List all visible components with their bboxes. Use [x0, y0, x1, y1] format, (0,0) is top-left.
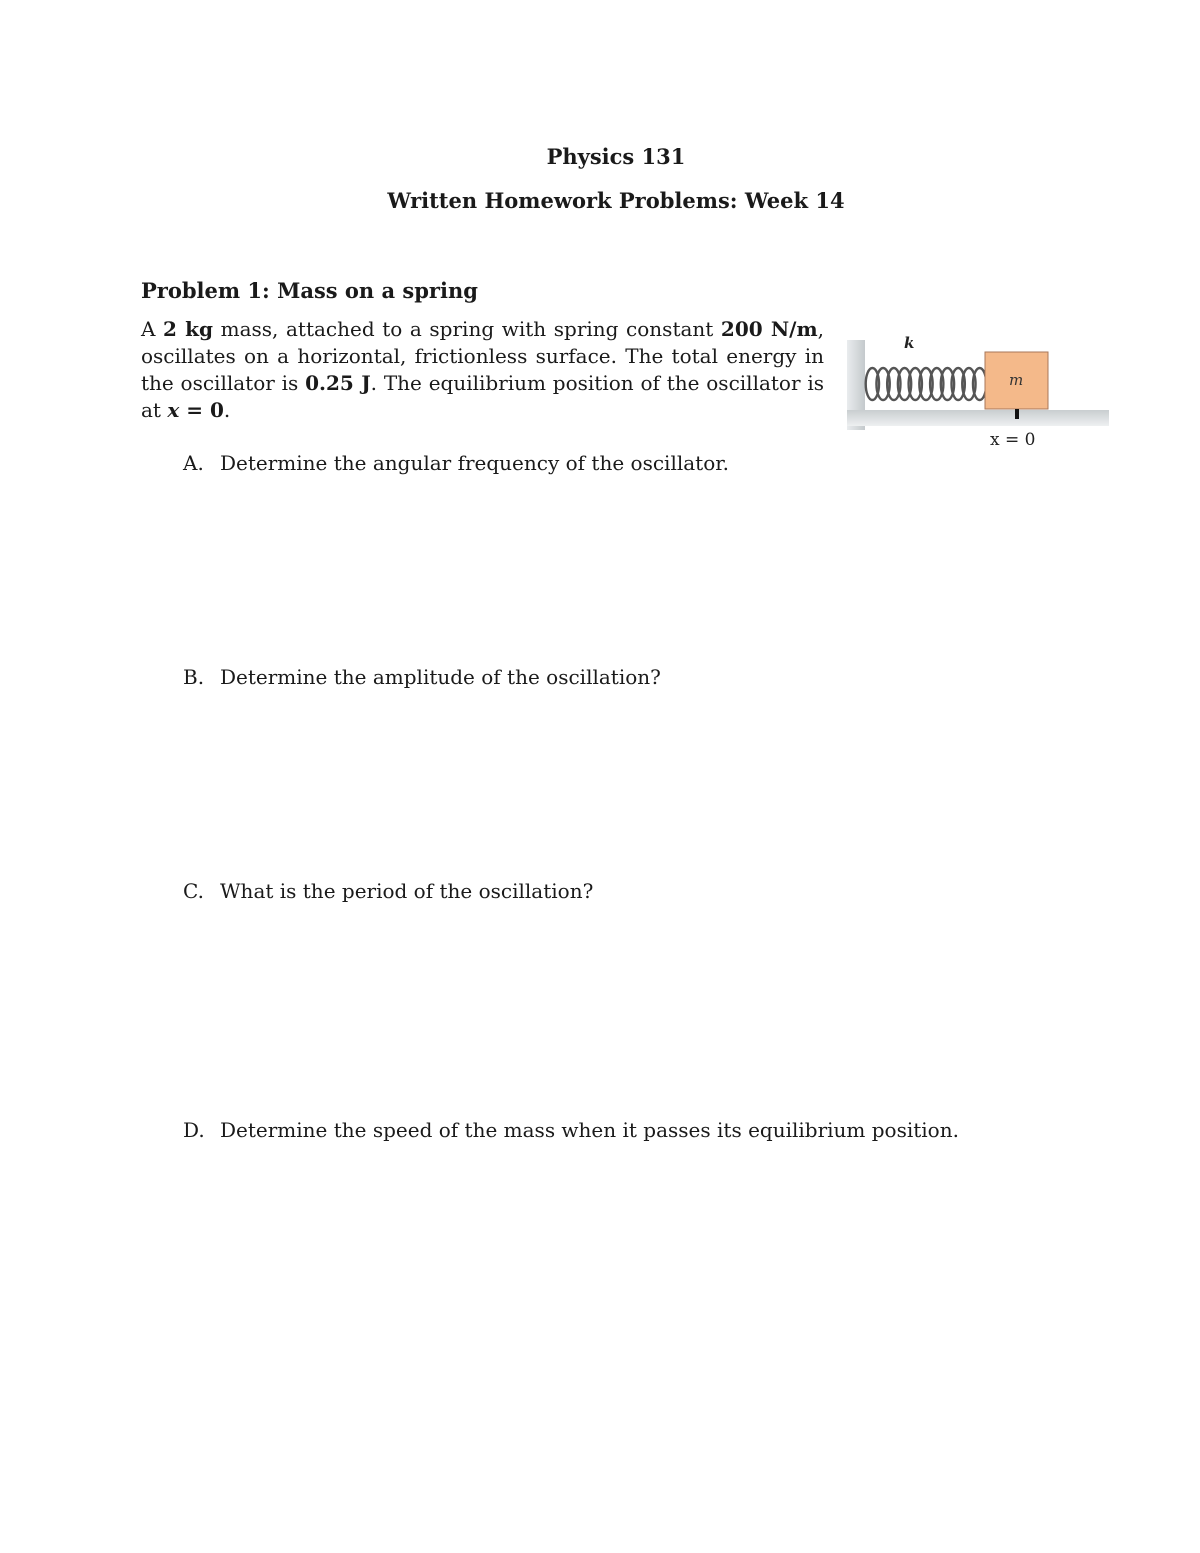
problem-heading: Problem 1: Mass on a spring — [141, 278, 478, 303]
question-a-text: Determine the angular frequency of the oscillator. — [220, 451, 729, 475]
question-b-label: B. — [183, 665, 205, 689]
question-c-text: What is the period of the oscillation? — [220, 879, 594, 903]
energy-value: 0.25 J — [305, 371, 371, 395]
homework-subtitle: Written Homework Problems: Week 14 — [387, 188, 845, 213]
question-b-text: Determine the amplitude of the oscillation? — [220, 665, 661, 689]
question-c-label: C. — [183, 879, 204, 903]
question-a-label: A. — [183, 451, 204, 475]
statement-text-e: . — [223, 398, 231, 422]
spring-coil — [866, 368, 987, 400]
question-a — [183, 451, 729, 475]
statement-text-a: A — [141, 317, 164, 341]
spring-constant-value: 200 N/m — [720, 317, 818, 341]
question-b — [183, 665, 661, 689]
equilibrium-marker — [1015, 409, 1019, 419]
floor — [847, 410, 1109, 426]
problem-statement — [141, 316, 824, 424]
statement-text-c: , oscillates on a horizontal, frictionless surface. The total energy in the oscillator is — [141, 317, 824, 395]
question-d-label: D. — [183, 1118, 205, 1142]
mass-value: 2 kg — [163, 317, 214, 341]
question-c — [183, 879, 593, 903]
equilibrium-value: = 0 — [179, 398, 224, 422]
statement-text-d: . The equilibrium position of the oscillator is at — [141, 371, 824, 422]
spring-mass-figure — [843, 330, 1111, 455]
equilibrium-variable: x — [167, 398, 180, 422]
spring-label: k — [904, 334, 915, 352]
question-d — [183, 1118, 959, 1142]
question-d-text: Determine the speed of the mass when it passes its equilibrium position. — [220, 1118, 959, 1142]
course-title: Physics 131 — [546, 144, 686, 169]
mass-label: m — [1009, 371, 1024, 389]
statement-text-b: mass, attached to a spring with spring constant — [213, 317, 721, 341]
position-label: x = 0 — [990, 430, 1036, 450]
